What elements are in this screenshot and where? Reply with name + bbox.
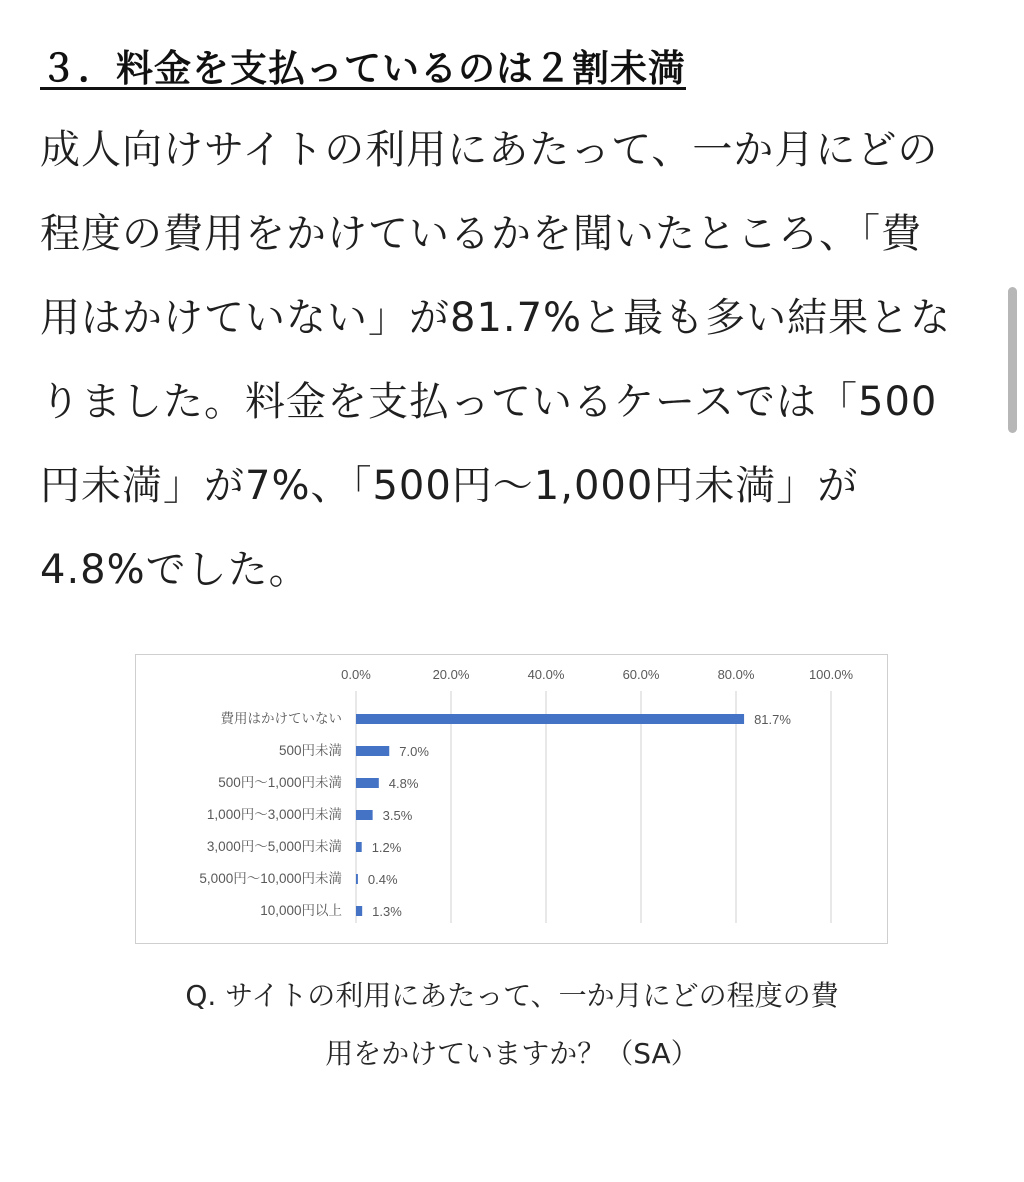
- paragraph-line: りました。料金を支払っているケースでは「500: [40, 379, 938, 425]
- x-tick-label: 0.0%: [341, 667, 371, 682]
- category-label: 500円未満: [278, 743, 342, 758]
- bar: [356, 714, 744, 724]
- data-label: 1.2%: [371, 840, 402, 855]
- body-paragraph: [40, 108, 990, 612]
- bar: [356, 906, 362, 916]
- category-label: 10,000円以上: [260, 903, 342, 918]
- bar: [356, 810, 373, 820]
- data-label: 81.7%: [754, 712, 791, 727]
- category-label: 1,000円〜3,000円未満: [206, 807, 342, 822]
- bar: [356, 874, 358, 884]
- x-tick-label: 20.0%: [432, 667, 470, 682]
- paragraph-line: 4.8%でした。: [40, 547, 310, 593]
- chart-caption: [0, 967, 1024, 1083]
- category-label: 費用はかけていない: [220, 711, 342, 726]
- scrollbar-thumb[interactable]: [1008, 287, 1017, 433]
- x-tick-label: 60.0%: [622, 667, 660, 682]
- section-heading: ３．料金を支払っているのは２割未満: [40, 47, 686, 90]
- x-tick-label: 80.0%: [717, 667, 755, 682]
- x-tick-label: 100.0%: [808, 667, 854, 682]
- paragraph-line: 程度の費用をかけているかを聞いたところ、「費: [40, 211, 922, 257]
- data-label: 4.8%: [388, 776, 419, 791]
- data-label: 7.0%: [399, 744, 429, 759]
- bar: [356, 842, 362, 852]
- caption-line: 用をかけていますか？（SA）: [325, 1037, 699, 1070]
- bar: [356, 746, 389, 756]
- paragraph-line: 成人向けサイトの利用にあたって、一か月にどの: [40, 127, 939, 173]
- caption-line: Q. サイトの利用にあたって、一か月にどの程度の費: [185, 979, 839, 1012]
- paragraph-line: 円未満」が7%、「500円〜1,000円未満」が: [40, 463, 859, 509]
- data-label: 1.3%: [372, 904, 402, 919]
- data-label: 3.5%: [382, 808, 413, 823]
- x-tick-label: 40.0%: [527, 667, 565, 682]
- bar: [356, 778, 379, 788]
- category-label: 5,000円〜10,000円未満: [199, 871, 342, 886]
- chart-container: [135, 654, 888, 944]
- bar-chart: [136, 655, 886, 942]
- data-label: 0.4%: [367, 872, 398, 887]
- paragraph-line: 用はかけていない」が81.7%と最も多い結果とな: [40, 295, 952, 341]
- category-label: 3,000円〜5,000円未満: [206, 839, 342, 854]
- category-label: 500円〜1,000円未満: [218, 775, 342, 790]
